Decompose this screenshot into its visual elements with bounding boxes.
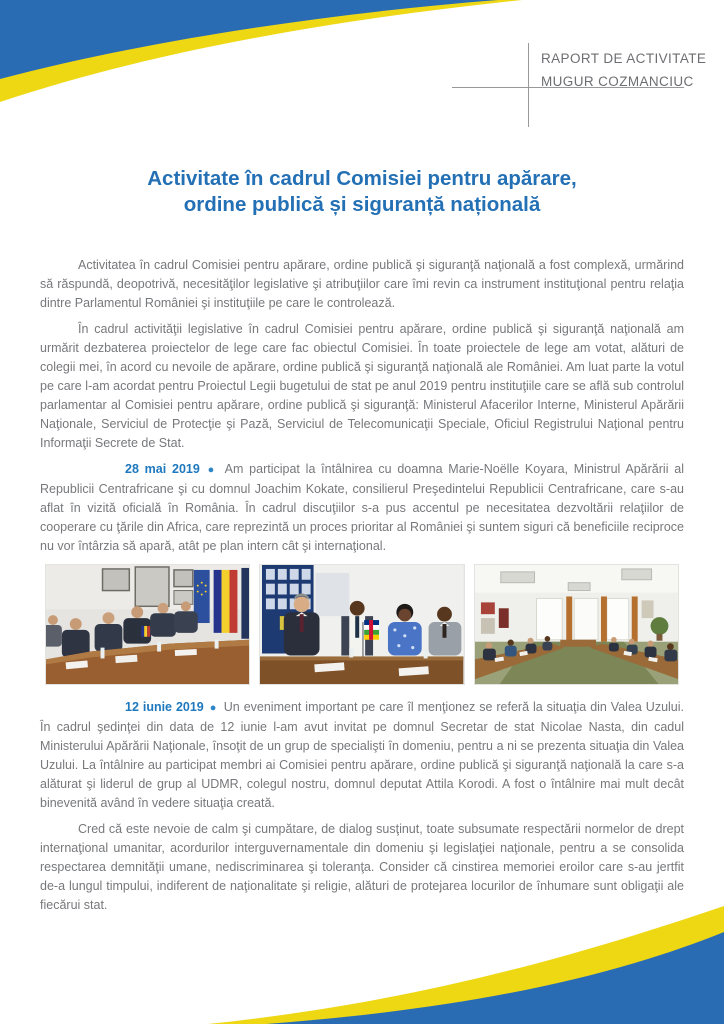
report-title: RAPORT DE ACTIVITATE	[541, 51, 707, 66]
paragraph-activity-overview	[40, 256, 684, 313]
report-header	[541, 47, 706, 93]
photo-committee-room	[474, 564, 679, 685]
report-author: MUGUR COZMANCIUC	[541, 74, 694, 89]
page-title	[0, 166, 724, 218]
paragraph-12-iunie-2019	[40, 698, 684, 813]
page-title-line2: ordine publică și siguranță națională	[183, 193, 541, 216]
paragraph-legislative-activity	[40, 320, 684, 453]
page-title-line1: Activitate în cadrul Comisiei pentru apărare,	[147, 167, 577, 190]
top-ribbon-yellow-band	[0, 0, 522, 102]
paragraph-text: Cred că este nevoie de calm şi cumpătare, de dialog susţinut, toate subsumate respectării normelor de drept internaţional umanitar, acordurilor interguvernamentale din domeniu şi legislaţiei naţionale, pentru a se consolida respectarea demnităţii umane, nediscriminarea şi toleranţa. Consider că cinstirea memoriei eroilor care s-au jertfit de-a lungul timpului, indiferent de naţionalitate şi religie, alături de protejarea locurilor de înhumare sunt obligaţii ale fiecărui stat.	[40, 822, 684, 912]
paragraph-text: În cadrul activităţii legislative în cadrul Comisiei pentru apărare, ordine publică şi siguranţă naţională am urmărit dezbaterea proiectelor de lege care fac obiectul Comisiei. În toate proiectele de lege am votat, alături de colegii mei, în acord cu nevoile de apărare, ordine publică şi siguranţă naţională ale României. Am luat parte la votul pe care l-am acordat pentru Proiectul Legii bugetului de stat pe anul 2019 pentru instituţiile care se află sub controlul parlamentar al Comisiei pentru apărare, ordine publică şi siguranţă: Ministerul Afacerilor Interne, Ministerul Apărării Naţionale, Serviciul de Protecţie şi Pază, Serviciul de Telecomunicaţii Speciale, Oficiul Registrului Naţional pentru Informaţii Secrete de Stat.	[40, 322, 684, 450]
bottom-ribbon-yellow-band	[208, 906, 724, 1024]
top-ribbon-blue-band	[0, 0, 498, 79]
paragraph-28-mai-2019	[40, 460, 684, 556]
photo-romanian-delegation	[45, 564, 250, 685]
date-label: 12 iunie 2019	[125, 700, 204, 714]
bullet-icon: ●	[209, 702, 217, 714]
report-body	[40, 256, 684, 922]
header-vertical-rule	[528, 43, 529, 127]
date-label: 28 mai 2019	[125, 462, 200, 476]
paragraph-text: Activitatea în cadrul Comisiei pentru apărare, ordine publică şi siguranţă naţională a fost complexă, urmărind să răspundă, deopotrivă, necesităţilor legislative şi atribuţiilor care îmi revin ca instrument instituţional pentru relaţia dintre Parlamentul României şi instituţiile pe care le controlează.	[40, 258, 684, 310]
bullet-icon: ●	[207, 464, 217, 476]
bottom-ribbon-blue-band	[266, 932, 724, 1024]
photo-strip	[45, 564, 679, 685]
paragraph-text: Un eveniment important pe care îl menţionez se referă la situaţia din Valea Uzului. În cadrul şedinţei din data de 12 iunie l-am avut invitat pe domnul Secretar de stat Nicolae Nasta, din cadul Ministerului Apărării Naţionale, însoţit de un grup de specialişti în domeniu, pentru a ni se prezenta situaţia din Valea Uzului. La întâlnire au participat membri ai Comisiei pentru apărare, ordine publică şi siguranţă naţională la care s-a alăturat şi liderul de grup al UDMR, colegul nostru, domnul deputat Attila Korodi. A fost o întâlnire mai mult decât binevenită având în vedere situaţia creată.	[40, 700, 684, 810]
photo-centrafrican-guests	[259, 564, 464, 685]
paragraph-closing-statement	[40, 820, 684, 915]
paragraph-text: Am participat la întâlnirea cu doamna Marie-Noëlle Koyara, Ministrul Apărării al Republicii Centrafricane şi cu domnul Joachim Kokate, consilierul Preşedintelui Republicii Centrafricane, care s-au aflat în vizită oficială în România. În cadrul discuţiilor s-a pus accentul pe necesitatea dezvoltării relaţiilor de cooperare cu ţările din Africa, care reprezintă un proces prioritar al României şi suntem siguri că beneficiile reciproce nu vor întârzia să apară, atât pe plan intern cât şi internaţional.	[40, 462, 684, 553]
